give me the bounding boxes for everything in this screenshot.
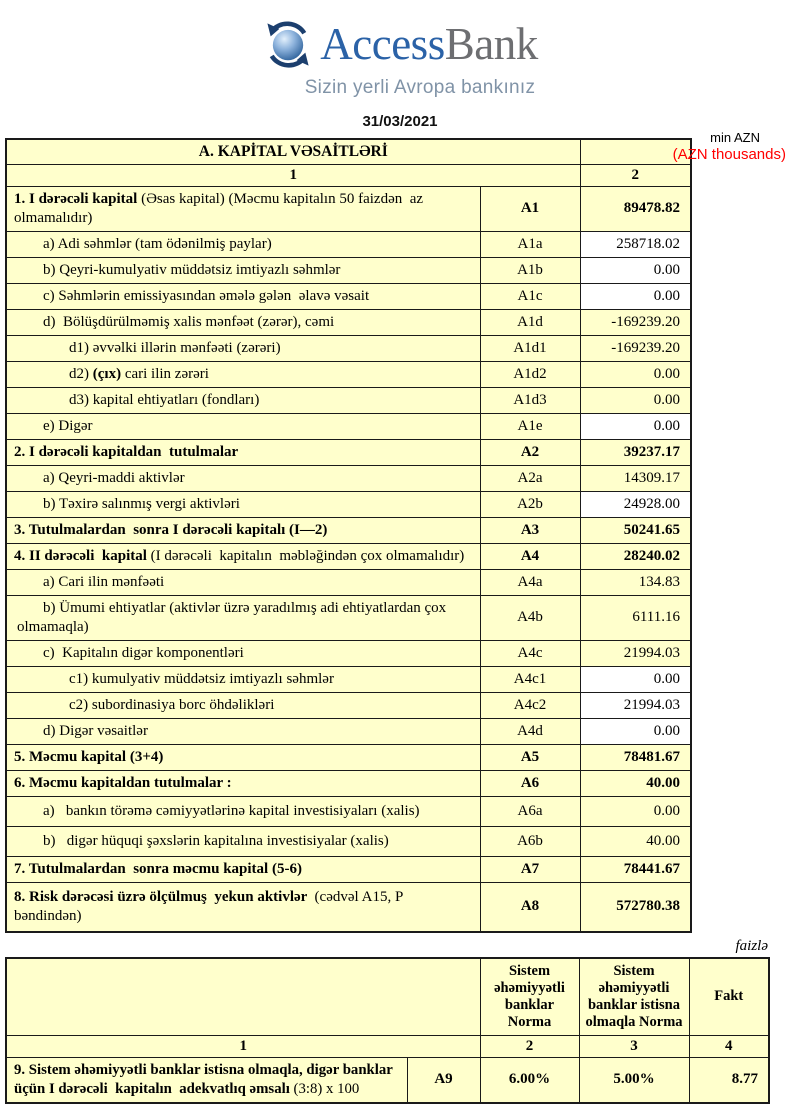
column-number-4: 4 (689, 1035, 769, 1057)
header-systemic-norm: Sistem əhəmiyyətli banklar Norma (480, 958, 579, 1036)
row-label-text: 8. Risk dərəcəsi üzrə ölçülmuş yekun aktivlər (14, 888, 315, 905)
table-row-A6 (6, 770, 691, 796)
row-value: 0.00 (580, 283, 691, 309)
row-value: 572780.38 (580, 882, 691, 932)
row-label-text: a) Cari ilin mənfəəti (43, 573, 165, 590)
row-value: -169239.20 (580, 335, 691, 361)
row-label-text: 3. Tutulmalardan sonra I dərəcəli kapitalı (I—2) (14, 521, 328, 538)
row-label-text: c) Səhmlərin emissiyasından əmələ gələn əlavə vəsait (43, 287, 370, 304)
accessbank-globe-icon (262, 18, 314, 70)
row-code: A1a (480, 231, 580, 257)
table-row-A7 (6, 856, 691, 882)
capital-table (5, 138, 692, 933)
row-label-text: b) Ümumi ehtiyatlar (aktivlər üzrə yaradılmış adi ehtiyatlardan çox olmamaqla) (17, 599, 450, 635)
row-code: A2b (480, 491, 580, 517)
table-row-A1b (6, 257, 691, 283)
table-row-A4b (6, 595, 691, 640)
row-code: A1c (480, 283, 580, 309)
row-label (6, 439, 480, 465)
row-label-text: 7. Tutulmalardan sonra məcmu kapital (5-6) (14, 860, 302, 877)
row-value: 0.00 (580, 796, 691, 826)
row-value-3: 5.00% (579, 1057, 689, 1103)
row-label (6, 361, 480, 387)
row-code: A4a (480, 569, 580, 595)
row-value: 21994.03 (580, 640, 691, 666)
row-label (6, 569, 480, 595)
row-code: A4c (480, 640, 580, 666)
table-row-A1d (6, 309, 691, 335)
row-code: A6a (480, 796, 580, 826)
row-value: 0.00 (580, 666, 691, 692)
report-header (0, 0, 800, 130)
row-label (6, 796, 480, 826)
accessbank-logo (262, 18, 537, 70)
column-number-3: 3 (579, 1035, 689, 1057)
row-code: A1d (480, 309, 580, 335)
row-label (6, 640, 480, 666)
row-label-text: (cədvəl A15, P bəndindən) (14, 888, 407, 924)
row-value: 0.00 (580, 257, 691, 283)
row-code: A4b (480, 595, 580, 640)
empty-header-cell (6, 958, 480, 1036)
table-row-A1c (6, 283, 691, 309)
row-label (6, 856, 480, 882)
row-value: 0.00 (580, 718, 691, 744)
column-number-1: 1 (6, 164, 580, 186)
table-row-A1d3 (6, 387, 691, 413)
row-code: A4d (480, 718, 580, 744)
row-label (6, 744, 480, 770)
row-label-text: 5. Məcmu kapital (3+4) (14, 748, 164, 765)
row-code: A2a (480, 465, 580, 491)
row-value: 6111.16 (580, 595, 691, 640)
row-value: -169239.20 (580, 309, 691, 335)
table-row-A4 (6, 543, 691, 569)
row-code: A4c2 (480, 692, 580, 718)
row-label-text: 2. I dərəcəli kapitaldan tutulmalar (14, 443, 239, 460)
logo-tagline: Sizin yerli Avropa bankınız (304, 77, 536, 98)
row-label-text: d) Digər vəsaitlər (43, 722, 148, 739)
column-number-row (6, 1035, 769, 1057)
header-non-systemic-norm: Sistem əhəmiyyətli banklar istisna olmaqla Norma (579, 958, 689, 1036)
logo-text-access: Access (320, 19, 445, 69)
row-label (6, 413, 480, 439)
row-label (6, 692, 480, 718)
row-label-text: (Əsas kapital) (Məcmu kapitalın 50 faizdən az olmamalıdır) (14, 190, 427, 226)
row-label (6, 283, 480, 309)
row-value: 78441.67 (580, 856, 691, 882)
row-label (6, 666, 480, 692)
row-label-text: a) bankın törəmə cəmiyyətlərinə kapital investisiyaları (xalis) (43, 802, 420, 819)
row-label (6, 770, 480, 796)
row-label-text: d2) (69, 365, 93, 382)
table-row-A1e (6, 413, 691, 439)
unit-note-azn-thousands: (AZN thousands) (672, 146, 786, 163)
column-number-1: 1 (6, 1035, 480, 1057)
row-label (6, 517, 480, 543)
row-label (6, 309, 480, 335)
row-label-text: c1) kumulyativ müddətsiz imtiyazlı səhmlər (69, 670, 334, 687)
table-row-A4d (6, 718, 691, 744)
capital-table-body (6, 186, 691, 932)
row-code: A4 (480, 543, 580, 569)
row-code: A2 (480, 439, 580, 465)
row-code: A1 (480, 186, 580, 231)
row-value: 134.83 (580, 569, 691, 595)
row-value: 14309.17 (580, 465, 691, 491)
row-value: 0.00 (580, 387, 691, 413)
row-label (6, 335, 480, 361)
table-row-A4c (6, 640, 691, 666)
row-label-text: 9. Sistem əhəmiyyətli banklar istisna olmaqla, digər banklar üçün I dərəcəli kapitalın adekvatlıq əmsalı (14, 1061, 397, 1097)
row-code: A1b (480, 257, 580, 283)
table-row-A4a (6, 569, 691, 595)
row-label-text: d) Bölüşdürülməmiş xalis mənfəət (zərər), cəmi (43, 313, 335, 330)
row-label-text: d1) əvvəlki illərin mənfəəti (zərəri) (69, 339, 281, 356)
table-row-A2 (6, 439, 691, 465)
row-value: 50241.65 (580, 517, 691, 543)
capital-table-title: A. KAPİTAL VƏSAİTLƏRİ (6, 139, 580, 164)
row-label-text: 6. Məcmu kapitaldan tutulmalar : (14, 774, 232, 791)
table-row-A4c2 (6, 692, 691, 718)
row-value: 258718.02 (580, 231, 691, 257)
table-row-A1 (6, 186, 691, 231)
row-label (6, 387, 480, 413)
row-label (6, 826, 480, 856)
row-value: 40.00 (580, 826, 691, 856)
table-row-A1d1 (6, 335, 691, 361)
row-value-4: 8.77 (689, 1057, 769, 1103)
row-label-text: 4. II dərəcəli kapital (14, 547, 151, 564)
report-date: 31/03/2021 (362, 113, 438, 130)
row-label (6, 1057, 407, 1103)
row-code: A6 (480, 770, 580, 796)
table-row-A8 (6, 882, 691, 932)
column-number-2: 2 (480, 1035, 579, 1057)
percent-note: faizlə (735, 937, 768, 954)
row-label-text: b) Qeyri-kumulyativ müddətsiz imtiyazlı səhmlər (43, 261, 341, 278)
row-code: A1e (480, 413, 580, 439)
logo-text-bank: Bank (444, 19, 538, 69)
row-code: A3 (480, 517, 580, 543)
row-code: A6b (480, 826, 580, 856)
row-label-text: d3) kapital ehtiyatları (fondları) (69, 391, 260, 408)
row-value: 40.00 (580, 770, 691, 796)
table-row-A2b (6, 491, 691, 517)
adequacy-table-body (6, 1057, 769, 1103)
table-row-A2a (6, 465, 691, 491)
row-label-text: a) Qeyri-maddi aktivlər (43, 469, 185, 486)
capital-table-title-row (6, 139, 691, 164)
row-label (6, 186, 480, 231)
row-label-text: (I dərəcəli kapitalın məbləğindən çox olmamalıdır) (150, 547, 465, 564)
row-label (6, 257, 480, 283)
table-row-A1d2 (6, 361, 691, 387)
row-code: A1d1 (480, 335, 580, 361)
row-value: 28240.02 (580, 543, 691, 569)
table-row-A3 (6, 517, 691, 543)
header-fact: Fakt (689, 958, 769, 1036)
table-row-A5 (6, 744, 691, 770)
row-value: 0.00 (580, 361, 691, 387)
row-label-text: c2) subordinasiya borc öhdəlikləri (69, 696, 275, 713)
row-label (6, 491, 480, 517)
row-label-text: b) digər hüquqi şəxslərin kapitalına investisiyalar (xalis) (43, 832, 389, 849)
row-value: 89478.82 (580, 186, 691, 231)
adequacy-header-row (6, 958, 769, 1036)
row-code: A4c1 (480, 666, 580, 692)
row-value: 21994.03 (580, 692, 691, 718)
row-label (6, 595, 480, 640)
row-code: A9 (407, 1057, 480, 1103)
row-code: A5 (480, 744, 580, 770)
row-label-text: (3:8) x 100 (293, 1080, 360, 1097)
row-code: A8 (480, 882, 580, 932)
adequacy-table (5, 957, 770, 1104)
row-value: 24928.00 (580, 491, 691, 517)
row-value: 78481.67 (580, 744, 691, 770)
row-label-text: cari ilin zərəri (121, 365, 209, 382)
row-code: A1d2 (480, 361, 580, 387)
row-label (6, 465, 480, 491)
row-label-text: c) Kapitalın digər komponentləri (43, 644, 244, 661)
unit-note-min-azn: min AZN (710, 130, 760, 145)
table-row-A4c1 (6, 666, 691, 692)
row-label-text: e) Digər (43, 417, 93, 434)
table-row-A9 (6, 1057, 769, 1103)
row-label (6, 231, 480, 257)
column-number-row (6, 164, 691, 186)
row-label-text: b) Təxirə salınmış vergi aktivləri (43, 495, 240, 512)
row-label (6, 882, 480, 932)
table-row-A1a (6, 231, 691, 257)
column-number-2: 2 (580, 164, 691, 186)
row-code: A1d3 (480, 387, 580, 413)
row-label-text: a) Adi səhmlər (tam ödənilmiş paylar) (43, 235, 272, 252)
table-row-A6b (6, 826, 691, 856)
logo-text (320, 20, 537, 68)
row-label (6, 718, 480, 744)
row-label-text: 1. I dərəcəli kapital (14, 190, 142, 207)
row-code: A7 (480, 856, 580, 882)
row-value: 39237.17 (580, 439, 691, 465)
row-value: 0.00 (580, 413, 691, 439)
row-label-text: (çıx) (92, 365, 122, 382)
row-value-2: 6.00% (480, 1057, 579, 1103)
table-row-A6a (6, 796, 691, 826)
row-label (6, 543, 480, 569)
